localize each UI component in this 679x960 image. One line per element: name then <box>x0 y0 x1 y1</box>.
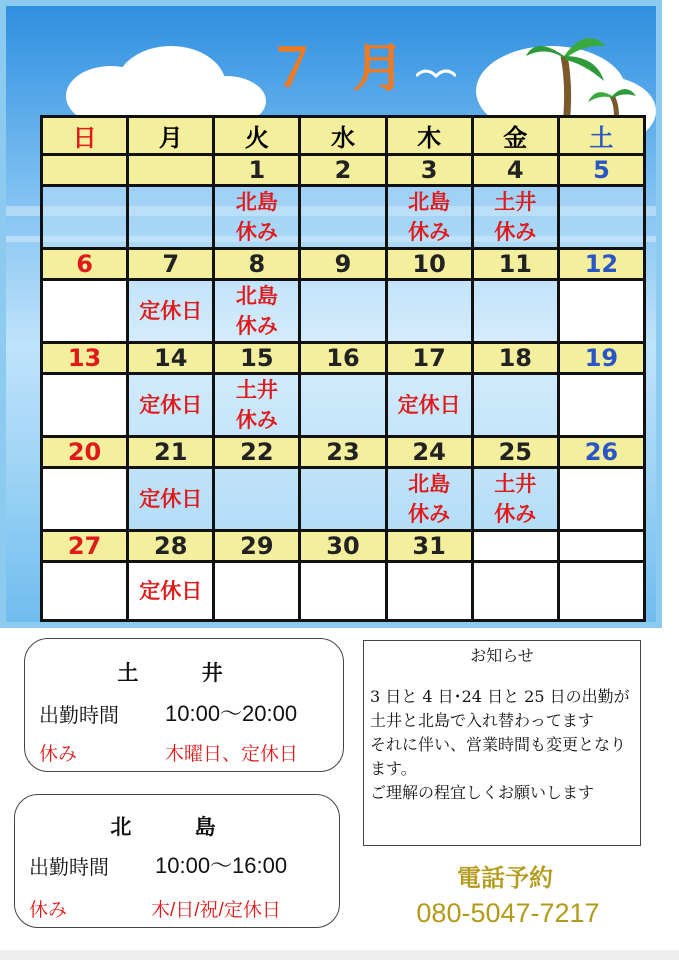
date-cell: 31 <box>386 531 472 562</box>
day-note-cell <box>300 374 386 437</box>
day-note-cell: 定休日 <box>386 374 472 437</box>
date-cell: 4 <box>472 155 558 186</box>
date-cell: 8 <box>214 249 300 280</box>
kitajima-name: 北 島 <box>110 815 244 839</box>
kitajima-hours-label: 出勤時間 <box>29 857 109 879</box>
doi-hours: 10:00〜20:00 <box>165 701 298 726</box>
doi-hours-label: 出勤時間 <box>39 705 119 727</box>
date-cell <box>472 531 558 562</box>
date-cell: 24 <box>386 437 472 468</box>
kitajima-hours: 10:00〜16:00 <box>155 853 288 878</box>
date-cell: 25 <box>472 437 558 468</box>
date-cell: 30 <box>300 531 386 562</box>
date-cell: 6 <box>42 249 128 280</box>
date-row <box>42 437 645 468</box>
day-note-cell <box>558 186 644 249</box>
doi-off-days: 木曜日、定休日 <box>165 744 299 765</box>
day-note-cell: 北島 休み <box>214 280 300 343</box>
date-cell: 7 <box>128 249 214 280</box>
day-note-cell <box>42 374 128 437</box>
calendar-table <box>40 115 646 622</box>
notice-box <box>363 640 641 846</box>
day-note-cell <box>128 186 214 249</box>
note-row <box>42 186 645 249</box>
day-note-cell <box>472 374 558 437</box>
doi-name: 土 井 <box>117 661 251 685</box>
day-note-cell: 定休日 <box>128 468 214 531</box>
date-cell: 12 <box>558 249 644 280</box>
weekday-thu: 木 <box>386 117 472 155</box>
date-cell: 14 <box>128 343 214 374</box>
day-note-cell: 土井 休み <box>472 186 558 249</box>
date-cell: 26 <box>558 437 644 468</box>
weekday-mon: 月 <box>128 117 214 155</box>
kitajima-off-label: 休み <box>29 900 68 921</box>
date-row <box>42 249 645 280</box>
date-cell: 23 <box>300 437 386 468</box>
note-row <box>42 468 645 531</box>
day-note-cell <box>558 280 644 343</box>
date-cell: 22 <box>214 437 300 468</box>
date-cell: 21 <box>128 437 214 468</box>
date-cell: 16 <box>300 343 386 374</box>
day-note-cell <box>386 562 472 621</box>
date-cell: 18 <box>472 343 558 374</box>
day-note-cell <box>472 280 558 343</box>
day-note-cell <box>214 468 300 531</box>
day-note-cell: 定休日 <box>128 374 214 437</box>
weekday-sat: 土 <box>558 117 644 155</box>
notice-title: お知らせ <box>470 646 534 665</box>
date-row <box>42 155 645 186</box>
doi-off-label: 休み <box>39 744 78 765</box>
day-note-cell: 北島 休み <box>386 468 472 531</box>
date-cell: 11 <box>472 249 558 280</box>
day-note-cell <box>558 468 644 531</box>
bottom-bar <box>0 950 679 960</box>
day-note-cell <box>42 186 128 249</box>
day-note-cell <box>214 562 300 621</box>
weekday-fri: 金 <box>472 117 558 155</box>
date-cell: 19 <box>558 343 644 374</box>
date-cell: 1 <box>214 155 300 186</box>
date-cell: 3 <box>386 155 472 186</box>
note-row <box>42 374 645 437</box>
day-note-cell <box>558 562 644 621</box>
day-note-cell <box>300 280 386 343</box>
day-note-cell <box>42 468 128 531</box>
phone-number[interactable]: 080-5047-7217 <box>416 898 600 928</box>
day-note-cell: 定休日 <box>128 562 214 621</box>
notice-body: 3 日と 4 日･24 日と 25 日の出勤が土井と北島で入れ替わってます それに伴い、営業時間も変更となります。 ご理解の程宜しくお願いします <box>370 687 630 802</box>
day-note-cell <box>300 186 386 249</box>
day-note-cell <box>472 562 558 621</box>
date-cell: 20 <box>42 437 128 468</box>
date-cell: 28 <box>128 531 214 562</box>
date-cell: 15 <box>214 343 300 374</box>
date-cell: 9 <box>300 249 386 280</box>
kitajima-off-days: 木/日/祝/定休日 <box>151 900 281 921</box>
day-note-cell <box>386 280 472 343</box>
doi-schedule-box <box>24 638 344 772</box>
day-note-cell <box>558 374 644 437</box>
day-note-cell: 北島 休み <box>214 186 300 249</box>
date-cell: 27 <box>42 531 128 562</box>
kitajima-schedule-box <box>14 794 340 928</box>
weekday-header-row <box>42 117 645 155</box>
date-cell: 2 <box>300 155 386 186</box>
date-cell: 13 <box>42 343 128 374</box>
date-cell: 29 <box>214 531 300 562</box>
weekday-tue: 火 <box>214 117 300 155</box>
date-cell <box>42 155 128 186</box>
day-note-cell: 定休日 <box>128 280 214 343</box>
date-row <box>42 343 645 374</box>
weekday-sun: 日 <box>42 117 128 155</box>
weekday-wed: 水 <box>300 117 386 155</box>
date-cell: 17 <box>386 343 472 374</box>
day-note-cell <box>300 562 386 621</box>
date-row <box>42 531 645 562</box>
note-row <box>42 280 645 343</box>
date-cell <box>558 531 644 562</box>
date-cell <box>128 155 214 186</box>
note-row <box>42 562 645 621</box>
phone-label: 電話予約 <box>457 864 553 892</box>
date-cell: 5 <box>558 155 644 186</box>
day-note-cell: 土井 休み <box>472 468 558 531</box>
day-note-cell <box>42 562 128 621</box>
day-note-cell <box>300 468 386 531</box>
day-note-cell <box>42 280 128 343</box>
day-note-cell: 土井 休み <box>214 374 300 437</box>
day-note-cell: 北島 休み <box>386 186 472 249</box>
month-title: ７ 月 <box>266 39 413 99</box>
date-cell: 10 <box>386 249 472 280</box>
